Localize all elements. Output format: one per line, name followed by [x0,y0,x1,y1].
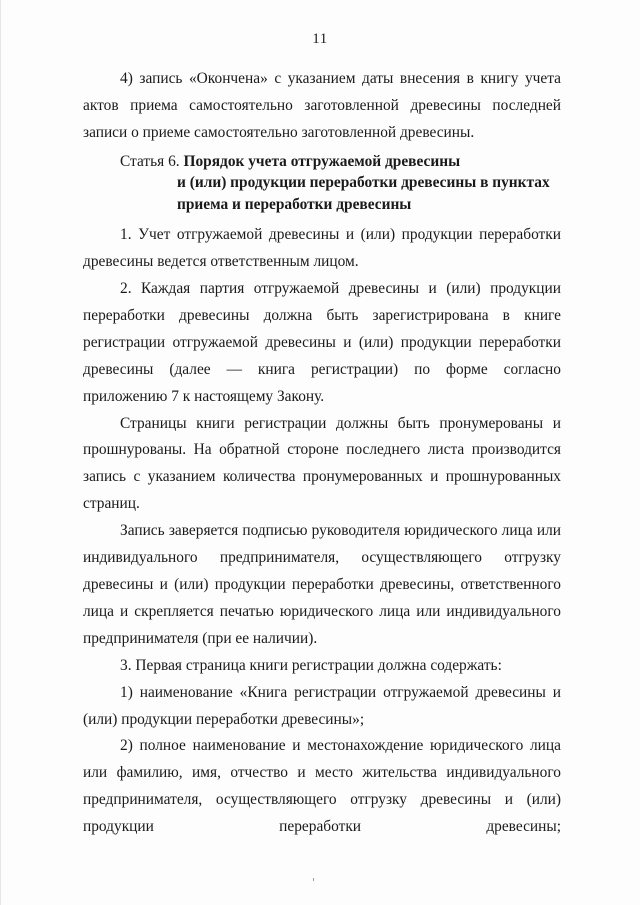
article-title-line1: Порядок учета отгружаемой древесины [183,152,461,170]
scan-edge [0,0,1,905]
article-title-line3: приема и переработки древесины [177,195,412,213]
page-number: 11 [312,31,328,47]
article-heading-line1 [83,151,561,173]
heading-spacer [83,215,561,222]
document-body [83,66,561,841]
paragraph-1: 1. Учет отгружаемой древесины и (или) продукции переработки древесины ведется ответственным лицом. [83,226,561,271]
article-title-line2: и (или) продукции переработки древесины в пунктах [177,174,550,192]
paragraph-7: 2) полное наименование и местонахождение юридического лица или фамилию, имя, отчество и место жительства индивидуального предпринимателя, осуществляющего отгрузку древесины и (или) продукции переработки древесины; [83,737,561,836]
scan-artifact-mark [313,878,314,881]
paragraph-2: 2. Каждая партия отгружаемой древесины и (или) продукции переработки древесины должна быть зарегистрирована в книге регистрации отгружаемой древесины и (или) продукции переработки древесины (далее — книга регистрации) по форме согласно приложению 7 к настоящему Закону. [83,280,561,405]
paragraph-item-4: 4) запись «Окончена» с указанием даты внесения в книгу учета актов приема самостоятельно заготовленной древесины последней записи о приеме самостоятельно заготовленной древесины. [83,70,561,141]
paragraph-3: Страницы книги регистрации должны быть пронумерованы и прошнурованы. На обратной стороне последнего листа производится запись с указанием количества пронумерованных и прошнурованных страниц. [83,414,561,513]
article-heading [83,151,561,216]
paragraph-6: 1) наименование «Книга регистрации отгружаемой древесины и (или) продукции переработки древесины»; [83,683,561,728]
paragraph-4: Запись заверяется подписью руководителя юридического лица или индивидуального предпринимателя, осуществляющего отгрузку древесины и (или) продукции переработки древесины, ответственного лица и скрепляется печатью юридического лица или индивидуального предпринимателя (при ее наличии). [83,522,561,647]
article-label: Статья 6. [120,152,180,170]
paragraph-5: 3. Первая страница книги регистрации должна содержать: [120,656,502,674]
